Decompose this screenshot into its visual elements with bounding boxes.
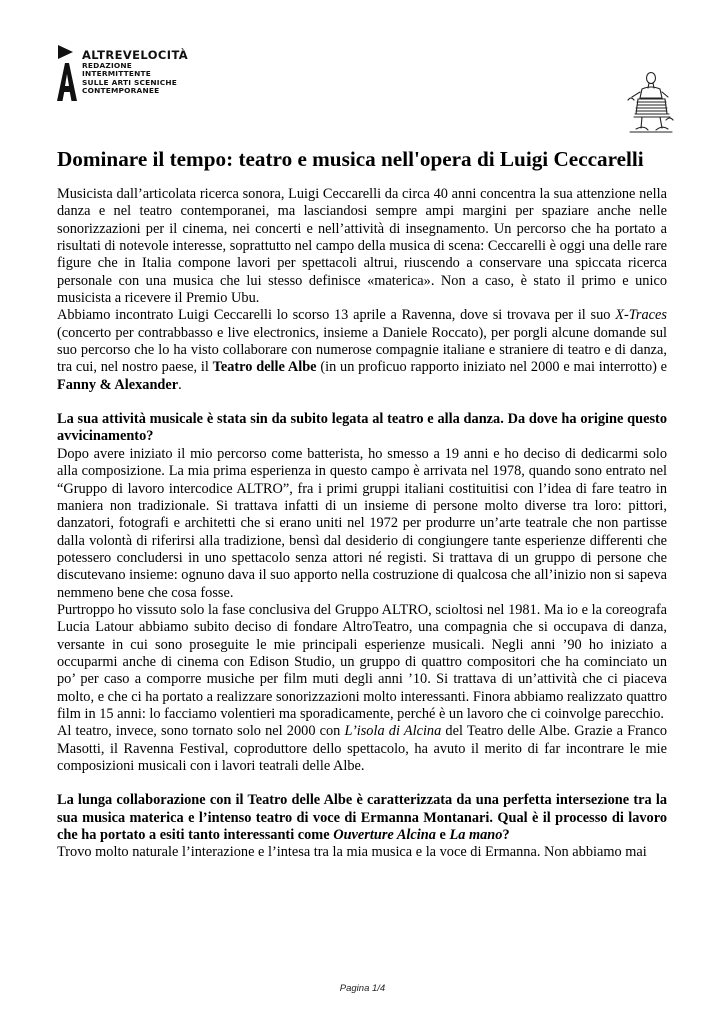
interview-answer: Dopo avere iniziato il mio percorso come batterista, ho smesso a 19 anni e ho deciso di dedicarmi solo alla composizione. La mia prima esperienza in questo campo è arrivata nel 1978, quando sono entrato nel “Gruppo di lavoro intercodice ALTRO”, fra i primi gruppi italiani costituitisi con l’idea di fare teatro in maniera non tradizionale. Si trattava infatti di un insieme di persone molto diverse tra loro: pittori, danzatori, fotografi e architetti che si erano uniti nel 1972 per produrre un’arte teatrale che non partisse dalla volontà di riferirsi alla tradizione, bensì dal desiderio di congiungere tante esperienze differenti che potessero concludersi in uno spettacolo senza attori né registi. Si trattava di un gruppo di persone che discutevano insieme: ognuno dava il suo apporto nella costruzione di qualcosa che all’inizio non si sapeva nemmeno bene che cosa fosse. bbox=[57, 445, 667, 601]
tagline-line: CONTEMPORANEE bbox=[82, 86, 160, 96]
article-title: Dominare il tempo: teatro e musica nell'opera di Luigi Ceccarelli bbox=[57, 147, 644, 171]
intro-paragraph: Musicista dall’articolata ricerca sonora, Luigi Ceccarelli da circa 40 anni concentra la sua attenzione nella danza e nel teatro contemporanei, ma lasciandosi sempre ampi margini per spaziare anche nelle sonorizzazioni per il cinema, nei concerti e nell’attività di insegnamento. Un percorso che ha portato a risultati di notevole interesse, soprattutto nel campo della musica di scena: Ceccarelli è oggi una delle rare figure che in Italia compone lavori per spettacoli altrui, riuscendo a conservare una spiccata ricerca personale con una musica che lui stesso definisce «materica». Non a caso, è stato il primo e unico musicista a ricevere il Premio Ubu. bbox=[57, 186, 667, 307]
interview-answer bbox=[57, 723, 667, 775]
interview-question: La sua attività musicale è stata sin da subito legata al teatro e alla danza. Da dove ha origine questo avvicinamento? bbox=[57, 411, 667, 445]
masthead bbox=[56, 40, 676, 104]
altrevelocita-logo-icon bbox=[56, 44, 78, 102]
work-title: La mano bbox=[449, 827, 503, 844]
page-footer bbox=[0, 983, 725, 994]
tagline-line: INTERMITTENTE bbox=[82, 69, 151, 79]
tagline-line: REDAZIONE bbox=[82, 61, 133, 70]
text-run: Al teatro, invece, sono tornato solo nel 2000 con bbox=[57, 723, 345, 740]
text-run: (concerto per contrabbasso e live electronics, insieme a Daniele Roccato), per porgli alcune domande sul suo percorso che lo ha visto collaborare con numerose compagnie italiane e straniere di teatro e di danza, tra cui, nel nostro paese, il bbox=[57, 324, 667, 376]
tagline-line: SULLE ARTI SCENICHE bbox=[82, 77, 177, 87]
text-run: del Teatro delle Albe. Grazie a Franco Masotti, il Ravenna Festival, coproduttore dello spettacolo, ha avuto il merito di far incontrare le mie composizioni musicali con i lavori teatrali delle Albe. bbox=[57, 723, 667, 774]
masthead-text bbox=[82, 49, 188, 96]
text-run: La lunga collaborazione con il Teatro delle Albe è caratterizzata da una perfetta intersezione tra la sua musica materica e l’intenso teatro di voce di Ermanna Montanari. Qual è il processo di lavoro che ha portato a esiti tanto interessanti come bbox=[57, 792, 667, 844]
work-title: Ouverture Alcina bbox=[333, 827, 436, 844]
work-title: X-Traces bbox=[615, 307, 667, 324]
article-body bbox=[57, 186, 667, 862]
text-run: ? bbox=[502, 827, 510, 844]
text-run: Abbiamo incontrato Luigi Ceccarelli lo scorso 13 aprile a Ravenna, dove si trovava per il suo bbox=[57, 307, 616, 324]
interview-question bbox=[57, 792, 667, 844]
interview-answer: Purtroppo ho vissuto solo la fase conclusiva del Gruppo ALTRO, scioltosi nel 1981. Ma io e la coreografa Lucia Latour abbiamo subito deciso di fondare AltroTeatro, una compagnia che si occupava di danza, versante in cui sono proseguite le mie principali esperienze musicali. Negli anni ’90 ho iniziato a occuparmi anche di cinema con Edison Studio, un gruppo di quattro compositori che ha cominciato un po’ per caso a comporre musiche per film muti degli anni ’10. Si trattava di un’attività che ci piaceva molto, e che ci ha portato a realizzare sonorizzazioni molto interessanti. Finora abbiamo realizzato quattro film in 15 anni: lo facciamo volentieri ma sporadicamente, perché è un lavoro che ci coinvolge parecchio. bbox=[57, 601, 667, 722]
text-run: . bbox=[178, 376, 182, 393]
intro-paragraph bbox=[57, 307, 667, 394]
paragraph-spacer bbox=[57, 775, 667, 792]
sketch-figure-illustration bbox=[622, 70, 676, 136]
paragraph-spacer bbox=[57, 394, 667, 411]
brand-name: ALTREVELOCITÀ bbox=[82, 48, 189, 62]
company-name: Teatro delle Albe bbox=[212, 359, 317, 376]
page-number: Pagina 1/4 bbox=[339, 983, 386, 994]
work-title: L’isola di Alcina bbox=[344, 723, 442, 740]
interview-answer: Trovo molto naturale l’interazione e l’intesa tra la mia musica e la voce di Ermanna. Non abbiamo mai bbox=[57, 844, 647, 861]
text-run: (in un proficuo rapporto iniziato nel 2000 e mai interrotto) e bbox=[316, 359, 668, 376]
company-name: Fanny & Alexander bbox=[57, 376, 179, 393]
text-run: e bbox=[435, 827, 450, 844]
